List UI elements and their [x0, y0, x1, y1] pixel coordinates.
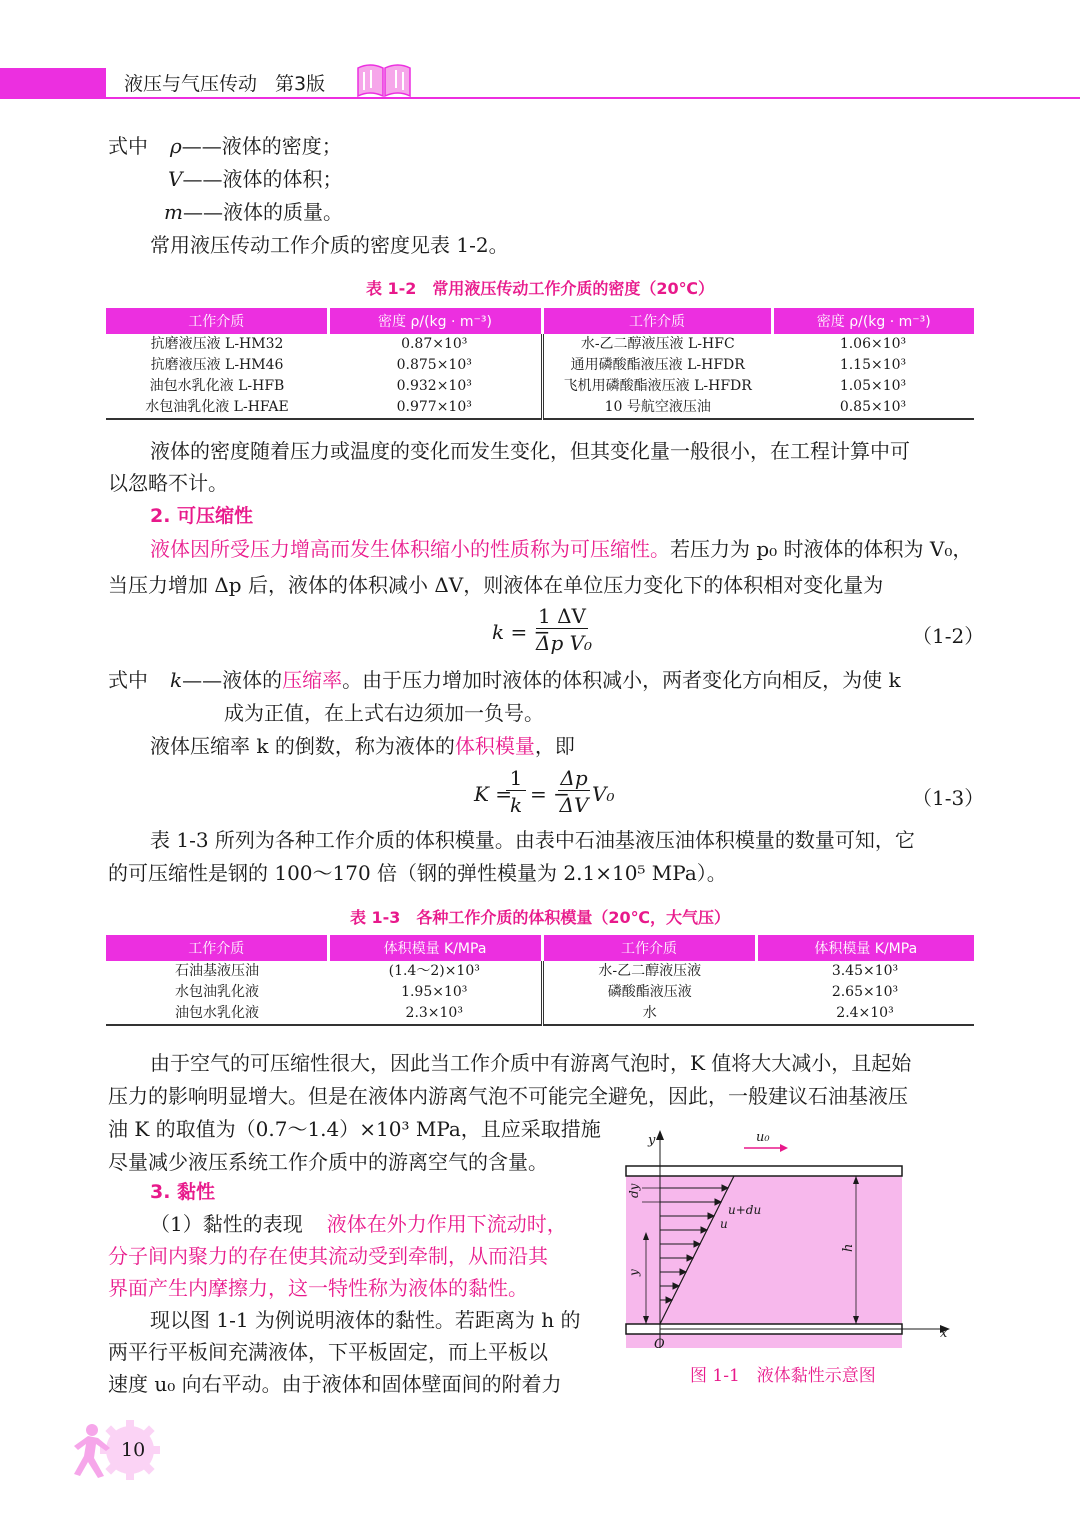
para-density-change-2: 以忽略不计。: [108, 471, 228, 495]
para-visc-3: 界面产生内摩擦力，这一特性称为液体的黏性。: [108, 1276, 528, 1300]
para-air-2: 压力的影响明显增大。但是在液体内游离气泡不可能完全避免，因此，一般建议石油基液压: [108, 1084, 908, 1108]
table12-header: 工作介质: [542, 308, 772, 334]
para-compress-2: 当压力增加 Δp 后，液体的体积减小 ΔV，则液体在单位压力变化下的体积相对变化量为: [108, 573, 884, 597]
label-origin: O: [654, 1337, 665, 1350]
para-visc-1: （1）黏性的表现 液体在外力作用下流动时，: [150, 1212, 567, 1236]
defs2-line-2: 成为正值，在上式右边须加一负号。: [224, 701, 544, 725]
table12-header: 工作介质: [106, 308, 328, 334]
page-number: 10: [121, 1439, 146, 1461]
para-table13-1: 表 1-3 所列为各种工作介质的体积模量。由表中石油基液压油体积模量的数量可知，它: [150, 828, 915, 852]
header-title: 液压与气压传动 第3版: [124, 73, 326, 95]
u0-arrowhead: [780, 1144, 788, 1152]
table13-header: 工作介质: [106, 935, 328, 961]
section2-heading: 2. 可压缩性: [150, 505, 254, 527]
table-1-3: [106, 935, 974, 1026]
table-row: 水包油乳化液 1.95×10³ 磷酸酯液压液 2.65×10³: [106, 982, 974, 1003]
table13-header: 体积模量 K/MPa: [328, 935, 542, 961]
para-density-intro: 常用液压传动工作介质的密度见表 1-2。: [150, 233, 509, 257]
table-row: 抗磨液压液 L-HM46 0.875×10³ 通用磷酸酯液压液 L-HFDR 1.15×10³: [106, 355, 974, 376]
header-bar: [0, 68, 106, 99]
table12-caption: 表 1-2 常用液压传动工作介质的密度（20℃）: [365, 279, 715, 298]
para-air-3: 油 K 的取值为（0.7～1.4）×10³ MPa，且应采取措施: [108, 1117, 601, 1141]
para-example-3: 速度 u₀ 向右平动。由于液体和固体壁面间的附着力: [108, 1372, 562, 1396]
para-example-1: 现以图 1-1 为例说明液体的黏性。若距离为 h 的: [150, 1308, 581, 1332]
defs1-line-rho: 式中 ρ——液体的密度；: [108, 134, 342, 158]
para-visc-2: 分子间内聚力的存在使其流动受到牵制，从而沿其: [108, 1244, 548, 1268]
table12-header: 密度 ρ/(kg · m⁻³): [772, 308, 974, 334]
table-row: 石油基液压油 (1.4～2)×10³ 水-乙二醇液压液 3.45×10³: [106, 961, 974, 982]
label-u0: u₀: [756, 1130, 770, 1145]
defs2-line-1: 式中 k——液体的压缩率。由于压力增加时液体的体积减小，两者变化方向相反，为使 k: [108, 668, 901, 692]
label-x-axis: x: [940, 1326, 948, 1341]
label-y-axis: y: [648, 1133, 656, 1148]
label-dy: dy: [627, 1183, 641, 1198]
header-rule: [106, 97, 1080, 99]
table13-caption: 表 1-3 各种工作介质的体积模量（20℃，大气压）: [349, 908, 731, 927]
defs1-line-m: m——液体的质量。: [164, 200, 343, 224]
eq13-label: （1-3）: [912, 786, 985, 810]
y-axis-arrow: [656, 1130, 664, 1140]
table12-header: 密度 ρ/(kg · m⁻³): [328, 308, 542, 334]
para-air-4: 尽量减少液压系统工作介质中的游离空气的含量。: [108, 1150, 548, 1174]
section3-heading: 3. 黏性: [150, 1181, 216, 1203]
para-example-2: 两平行平板间充满液体，下平板固定，而上平板以: [108, 1340, 548, 1364]
table-row: 水包油乳化液 L-HFAE 0.977×10³ 10 号航空液压油 0.85×10³: [106, 397, 974, 419]
label-h: h: [841, 1243, 856, 1252]
table-row: 油包水乳化液 L-HFB 0.932×10³ 飞机用磷酸酯液压液 L-HFDR 1.05×10³: [106, 376, 974, 397]
upper-plate: [626, 1166, 902, 1176]
table-row: 油包水乳化液 2.3×10³ 水 2.4×10³: [106, 1003, 974, 1025]
table-row: 抗磨液压液 L-HM32 0.87×10³ 水-乙二醇液压液 L-HFC 1.06×10³: [106, 334, 974, 355]
gear-icon: [70, 1418, 162, 1482]
book-icon: [356, 60, 412, 98]
para-table13-2: 的可压缩性是钢的 100～170 倍（钢的弹性模量为 2.1×10⁵ MPa）。: [108, 861, 727, 885]
table13-header: 工作介质: [542, 935, 756, 961]
defs1-line-v: V——液体的体积；: [168, 167, 343, 191]
table-1-2: [106, 308, 974, 420]
label-u-du: u+du: [728, 1203, 762, 1217]
figure-1-1: [616, 1124, 962, 1350]
table13-header: 体积模量 K/MPa: [756, 935, 974, 961]
label-u: u: [720, 1217, 728, 1231]
figure-caption: 图 1-1 液体黏性示意图: [690, 1366, 876, 1386]
eq12-label: （1-2）: [912, 624, 985, 648]
para-density-change-1: 液体的密度随着压力或温度的变化而发生变化，但其变化量一般很小，在工程计算中可: [150, 439, 910, 463]
para-bulk: 液体压缩率 k 的倒数，称为液体的体积模量，即: [150, 734, 575, 758]
para-compress-1: 液体因所受压力增高而发生体积缩小的性质称为可压缩性。若压力为 p₀ 时液体的体积为 V₀，: [150, 537, 973, 561]
para-air-1: 由于空气的可压缩性很大，因此当工作介质中有游离气泡时，K 值将大大减小，且起始: [150, 1051, 912, 1075]
label-y: y: [627, 1269, 641, 1276]
